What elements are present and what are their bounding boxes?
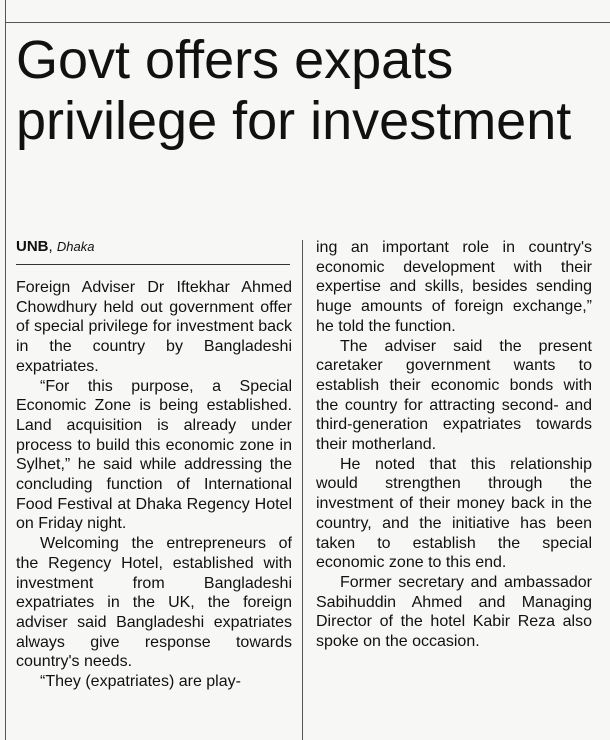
page-border-top <box>5 22 610 23</box>
article-column-left <box>16 278 292 692</box>
article-column-right <box>316 238 592 652</box>
paragraph: Welcoming the entrepreneurs of the Regency Hotel, established with investment from Bangladeshi expatriates in the UK, the foreign adviser said Bangladeshi expatriates always give response towards country's needs. <box>16 535 292 671</box>
paragraph: “They (expatriates) are play- <box>40 673 241 691</box>
paragraph: He noted that this relationship would strengthen through the investment of their money back in the country, and the initiative has been taken to establish the special economic zone to this end. <box>316 455 592 572</box>
headline: Govt offers expats privilege for investment <box>16 30 572 151</box>
paragraph: Foreign Adviser Dr Iftekhar Ahmed Chowdhury held out government offer of special privilege for investment back in the country by Bangladeshi expatriates. <box>16 279 292 375</box>
paragraph: ing an important role in country's economic development with their expertise and skills, besides sending huge amounts of foreign exchange,” he told the function. <box>316 239 592 335</box>
page-border-left <box>5 0 6 740</box>
byline-agency: UNB <box>16 238 49 255</box>
byline-rule <box>16 264 290 265</box>
paragraph: The adviser said the present caretaker government wants to establish their economic bonds with the country for attracting second- and third-generation expatriates towards their motherland. <box>316 337 592 454</box>
byline-place: Dhaka <box>56 239 95 254</box>
byline: UNB, Dhaka <box>16 238 95 255</box>
paragraph: “For this purpose, a Special Economic Zone is being established. Land acquisition is already under process to build this economic zone in Sylhet,” he said while addressing the concluding function of International Food Festival at Dhaka Regency Hotel on Friday night. <box>16 377 292 533</box>
column-divider <box>302 240 303 740</box>
paragraph: Former secretary and ambassador Sabihuddin Ahmed and Managing Director of the hotel Kabir Reza also spoke on the occasion. <box>316 573 592 651</box>
